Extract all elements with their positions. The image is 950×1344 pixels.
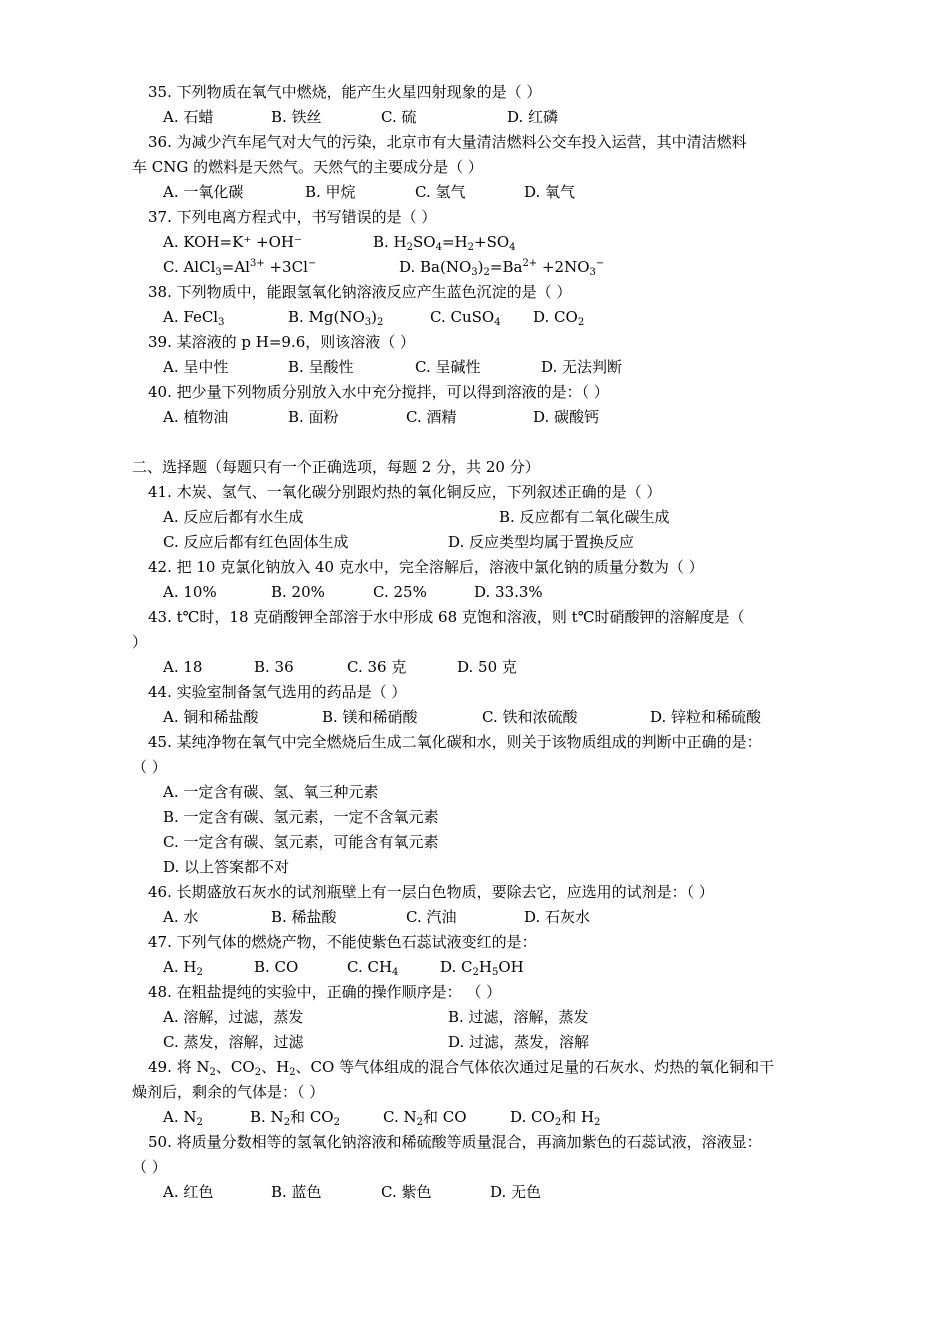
q40-option-a: A. 植物油 [163, 408, 229, 426]
q44-option-c: C. 铁和浓硫酸 [482, 708, 578, 726]
q48-option-c: C. 蒸发，溶解，过滤 [163, 1033, 304, 1051]
q36-stem-line2: 车 CNG 的燃料是天然气。天然气的主要成分是（ ） [132, 158, 483, 176]
q50-stem-line1: 50. 将质量分数相等的氢氧化钠溶液和稀硫酸等质量混合，再滴加紫色的石蕊试液，溶液显： [148, 1133, 762, 1151]
q43-stem-line1: 43. t℃时，18 克硝酸钾全部溶于水中形成 68 克饱和溶液，则 t℃时硝酸钾的溶解度是（ [148, 608, 745, 626]
q48-option-a: A. 溶解，过滤，蒸发 [163, 1008, 304, 1026]
q46-option-c: C. 汽油 [406, 908, 457, 926]
q48-option-b: B. 过滤，溶解，蒸发 [448, 1008, 589, 1026]
q44-stem: 44. 实验室制备氢气选用的药品是（ ） [148, 683, 407, 701]
q44-option-d: D. 锌粒和稀硫酸 [650, 708, 762, 726]
q47-option-a: A. $H_2$ [163, 958, 203, 978]
q37-option-c: C. $AlCl_3=Al^{3+} +3Cl^-$ [163, 258, 317, 278]
q38-option-c: C. CuSO$_4$ [430, 308, 501, 328]
q43-option-a: A. 18 [163, 658, 203, 676]
q50-option-b: B. 蓝色 [271, 1183, 322, 1201]
q36-option-d: D. 氧气 [524, 183, 576, 201]
q41-option-c: C. 反应后都有红色固体生成 [163, 533, 349, 551]
q49-option-b: B. $N_2$和 $CO_2$ [250, 1108, 340, 1128]
q45-stem-line1: 45. 某纯净物在氧气中完全燃烧后生成二氧化碳和水，则关于该物质组成的判断中正确的是： [148, 733, 762, 751]
q48-option-d: D. 过滤，蒸发，溶解 [448, 1033, 590, 1051]
q40-option-c: C. 酒精 [406, 408, 457, 426]
q41-stem: 41. 木炭、氢气、一氧化碳分别跟灼热的氧化铜反应，下列叙述正确的是（ ） [148, 483, 662, 501]
q50-option-c: C. 紫色 [381, 1183, 432, 1201]
q39-option-b: B. 呈酸性 [288, 358, 354, 376]
q50-option-a: A. 红色 [163, 1183, 214, 1201]
q45-stem-line2: （ ） [132, 758, 167, 776]
q43-option-d: D. 50 克 [457, 658, 517, 676]
q37-stem: 37. 下列电离方程式中，书写错误的是（ ） [148, 208, 437, 226]
q46-option-b: B. 稀盐酸 [271, 908, 337, 926]
q50-stem-line2: （ ） [132, 1158, 167, 1176]
q42-option-a: A. 10% [163, 583, 217, 601]
q38-stem: 38. 下列物质中，能跟氢氧化钠溶液反应产生蓝色沉淀的是（ ） [148, 283, 572, 301]
q44-option-b: B. 镁和稀硝酸 [322, 708, 418, 726]
q43-option-c: C. 36 克 [347, 658, 407, 676]
q37-option-a: A. KOH=K⁺ +OH⁻ [163, 233, 302, 251]
q40-option-b: B. 面粉 [288, 408, 339, 426]
q35-stem: 35. 下列物质在氧气中燃烧，能产生火星四射现象的是（ ） [148, 83, 542, 101]
q35-option-d: D. 红磷 [507, 108, 559, 126]
q41-option-d: D. 反应类型均属于置换反应 [448, 533, 635, 551]
q42-option-c: C. 25% [373, 583, 427, 601]
q49-stem-line1: 49. 将 $N_2$、$CO_2$、$H_2$、CO 等气体组成的混合气体依次通过足量的石灰水、灼热的氧化铜和干 [148, 1058, 775, 1078]
q50-option-d: D. 无色 [490, 1183, 542, 1201]
q45-option-c: C. 一定含有碳、氢元素，可能含有氧元素 [163, 833, 439, 851]
q39-option-d: D. 无法判断 [541, 358, 623, 376]
q38-option-d: D. $CO_2$ [533, 308, 585, 328]
q35-option-c: C. 硫 [381, 108, 417, 126]
q38-option-a: A. FeCl$_3$ [163, 308, 225, 328]
q43-option-b: B. 36 [254, 658, 294, 676]
section-2-heading: 二、选择题（每题只有一个正确选项，每题 2 分，共 20 分） [132, 458, 540, 476]
q38-option-b: B. $Mg(NO_3)_2$ [288, 308, 384, 328]
q43-stem-line2: ） [132, 633, 148, 651]
q44-option-a: A. 铜和稀盐酸 [163, 708, 259, 726]
q49-stem-line2: 燥剂后，剩余的气体是：（ ） [132, 1083, 325, 1101]
q35-option-a: A. 石蜡 [163, 108, 214, 126]
q42-stem: 42. 把 10 克氯化钠放入 40 克水中，完全溶解后，溶液中氯化钠的质量分数为（ ） [148, 558, 704, 576]
q35-option-b: B. 铁丝 [271, 108, 322, 126]
q37-option-d: D. $Ba(NO_3)_2=Ba^{2+} +2NO_3^-$ [399, 258, 605, 278]
q41-option-b: B. 反应都有二氧化碳生成 [499, 508, 670, 526]
q47-option-b: B. CO [254, 958, 299, 976]
q49-option-d: D. $CO_2$和 $H_2$ [510, 1108, 601, 1128]
q36-option-a: A. 一氧化碳 [163, 183, 244, 201]
q41-option-a: A. 反应后都有水生成 [163, 508, 304, 526]
q49-option-c: C. $N_2$和 CO [383, 1108, 467, 1128]
q42-option-b: B. 20% [271, 583, 325, 601]
q39-stem: 39. 某溶液的 p H=9.6，则该溶液（ ） [148, 333, 416, 351]
q48-stem: 48. 在粗盐提纯的实验中，正确的操作顺序是： （ ） [148, 983, 502, 1001]
q46-stem: 46. 长期盛放石灰水的试剂瓶壁上有一层白色物质，要除去它，应选用的试剂是：（ ） [148, 883, 714, 901]
q39-option-c: C. 呈碱性 [415, 358, 481, 376]
q46-option-d: D. 石灰水 [524, 908, 591, 926]
q40-stem: 40. 把少量下列物质分别放入水中充分搅拌，可以得到溶液的是：（ ） [148, 383, 609, 401]
q36-option-c: C. 氢气 [415, 183, 466, 201]
q46-option-a: A. 水 [163, 908, 199, 926]
q45-option-a: A. 一定含有碳、氢、氧三种元素 [163, 783, 379, 801]
q47-stem: 47. 下列气体的燃烧产物，不能使紫色石蕊试液变红的是： [148, 933, 537, 951]
q40-option-d: D. 碳酸钙 [533, 408, 600, 426]
q45-option-b: B. 一定含有碳、氢元素，一定不含氧元素 [163, 808, 439, 826]
q39-option-a: A. 呈中性 [163, 358, 229, 376]
q49-option-a: A. $N_2$ [163, 1108, 203, 1128]
q36-option-b: B. 甲烷 [305, 183, 356, 201]
q42-option-d: D. 33.3% [474, 583, 543, 601]
q45-option-d: D. 以上答案都不对 [163, 858, 290, 876]
q37-option-b: B. $H_2SO_4=H_2+SO_4$ [373, 233, 516, 253]
q47-option-d: D. $C_2H_5OH$ [440, 958, 524, 978]
q36-stem-line1: 36. 为减少汽车尾气对大气的污染，北京市有大量清洁燃料公交车投入运营，其中清洁燃料 [148, 133, 747, 151]
q47-option-c: C. $CH_4$ [347, 958, 399, 978]
